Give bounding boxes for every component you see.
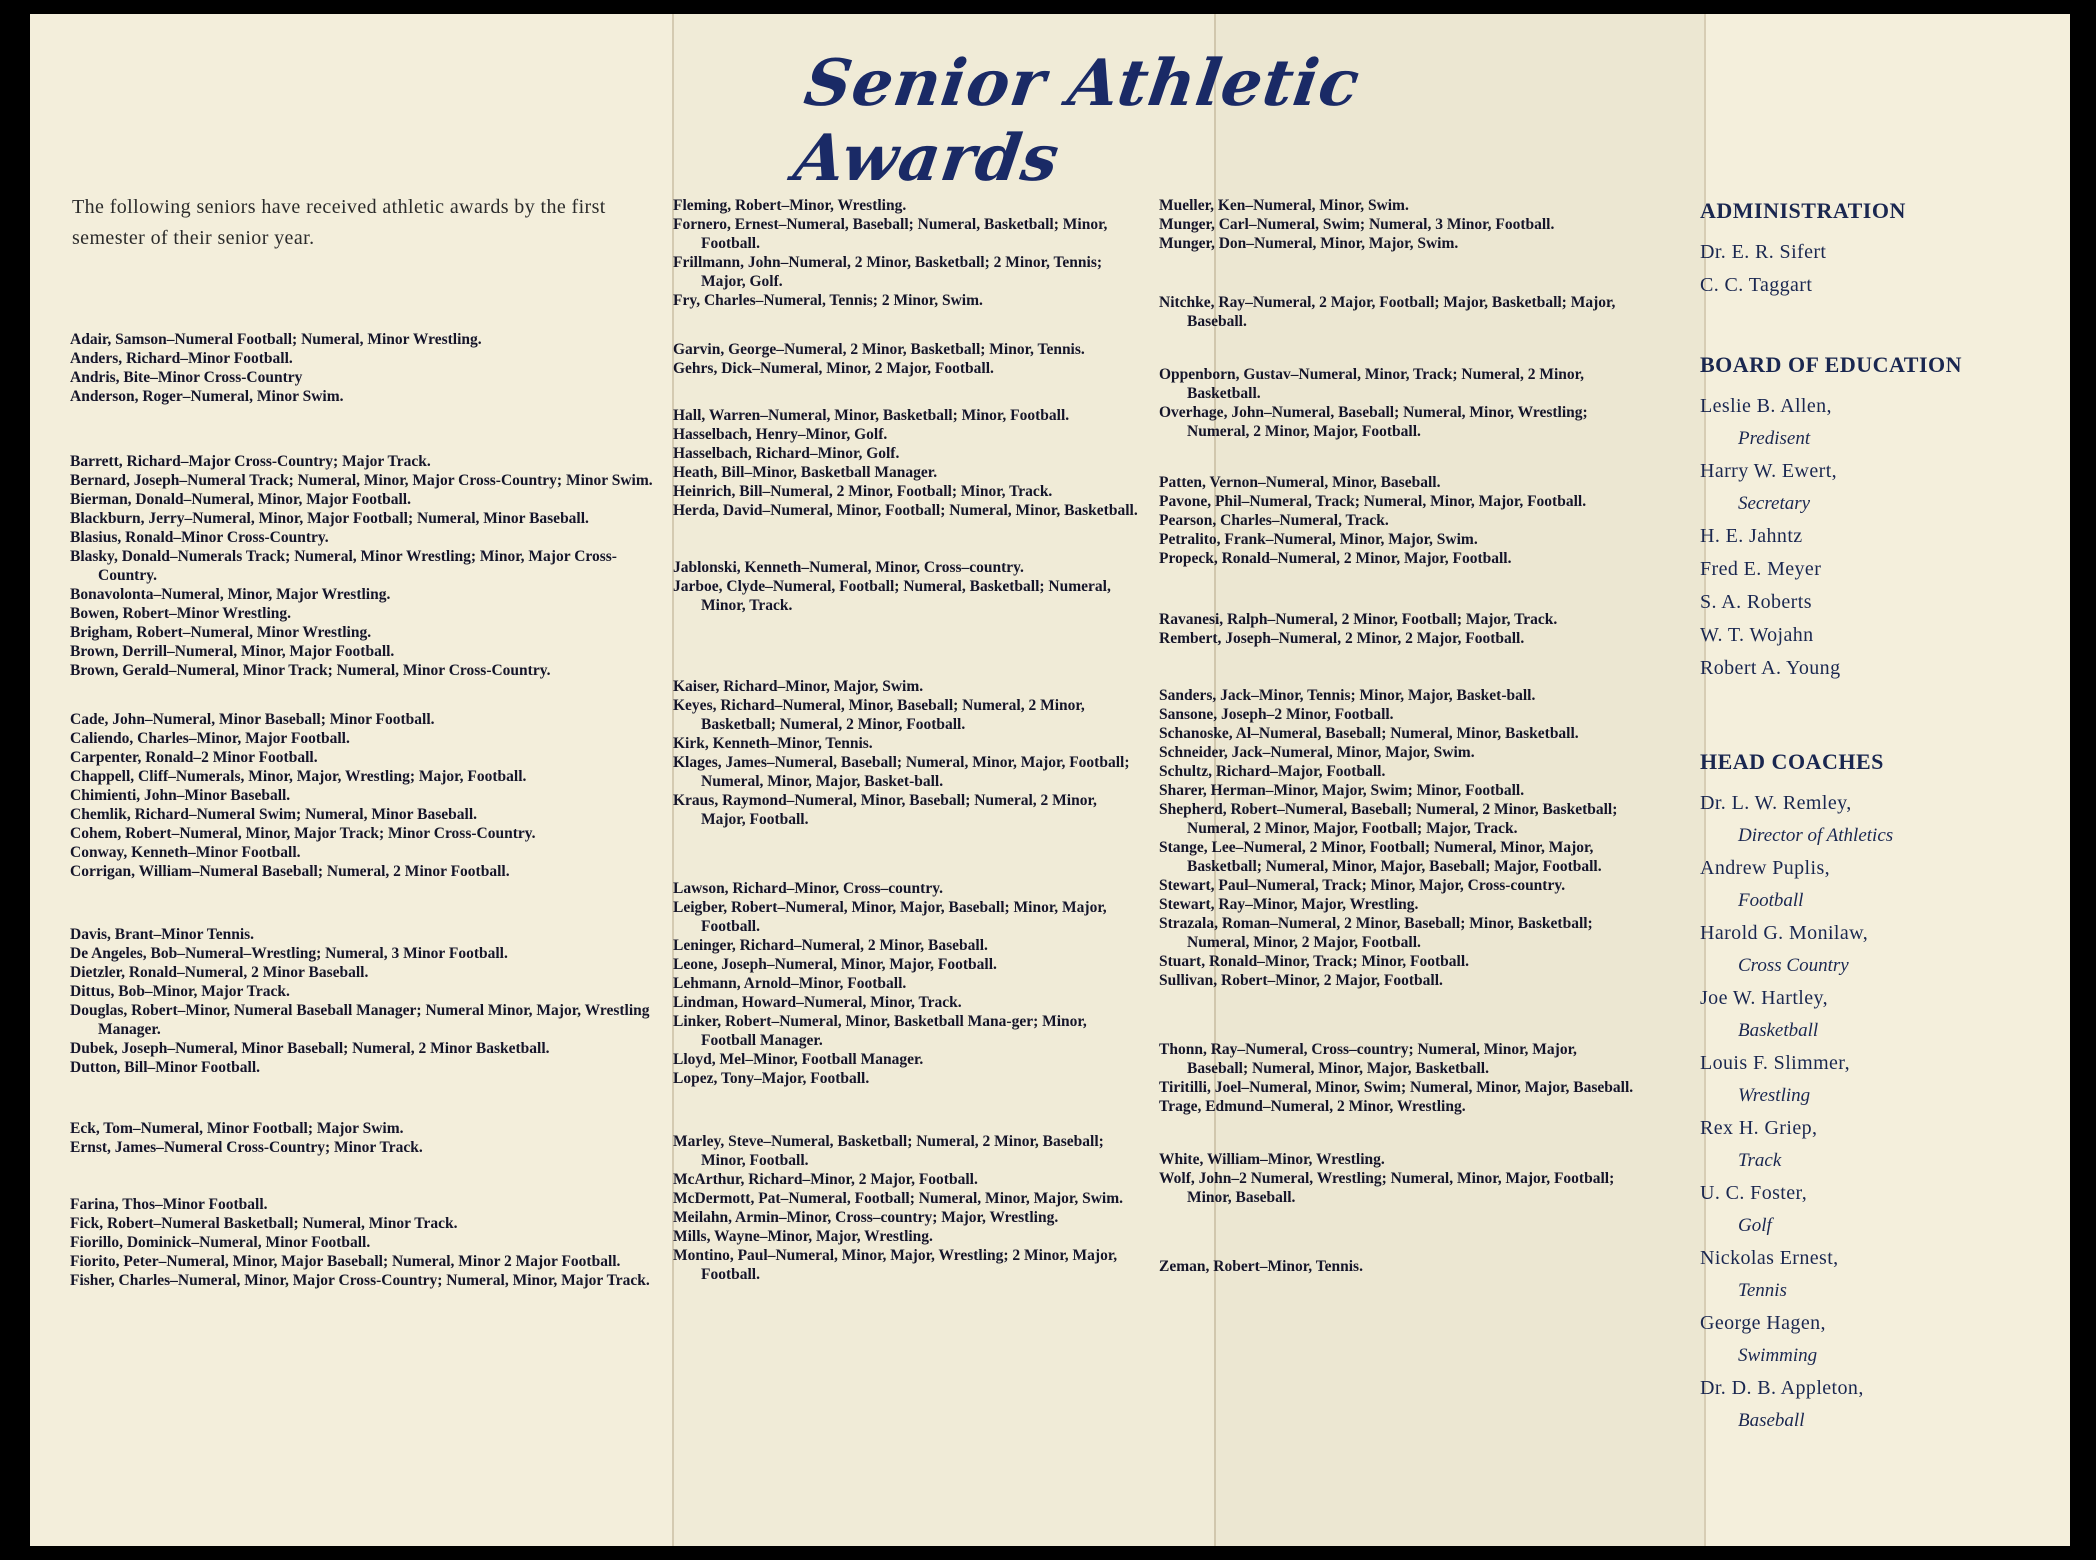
award-entry: Cade, John–Numeral, Minor Baseball; Minor Football. <box>70 711 435 728</box>
award-entry: Cohem, Robert–Numeral, Minor, Major Track; Minor Cross-Country. <box>70 825 536 842</box>
award-entry: Blasky, Donald–Numerals Track; Numeral, Minor Wrestling; Minor, Major Cross-Country. <box>70 548 617 584</box>
staff-name: Robert A. Young <box>1700 657 1841 679</box>
award-entry: Anders, Richard–Minor Football. <box>70 350 293 367</box>
award-entry: Chimienti, John–Minor Baseball. <box>70 787 291 804</box>
award-entry: Bierman, Donald–Numeral, Minor, Major Football. <box>70 491 411 508</box>
coaches-section <box>1700 749 2040 1437</box>
administration-section <box>1700 198 2040 302</box>
letter-group <box>70 1119 670 1157</box>
award-entry: Overhage, John–Numeral, Baseball; Numeral, Minor, Wrestling; Numeral, 2 Minor, Major, Football. <box>1159 404 1588 440</box>
award-entry: Chemlik, Richard–Numeral Swim; Numeral, Minor Baseball. <box>70 806 478 823</box>
award-entry: Pavone, Phil–Numeral, Track; Numeral, Minor, Major, Football. <box>1159 493 1587 510</box>
letter-group <box>1159 293 1639 331</box>
award-entry: Marley, Steve–Numeral, Basketball; Numeral, 2 Minor, Baseball; Minor, Football. <box>673 1133 1104 1169</box>
award-entry: Leninger, Richard–Numeral, 2 Minor, Baseball. <box>673 937 988 954</box>
award-entry: Douglas, Robert–Minor, Numeral Baseball Manager; Numeral Minor, Major, Wrestling Manager. <box>70 1002 650 1038</box>
award-entry: Montino, Paul–Numeral, Minor, Major, Wrestling; 2 Minor, Major, Football. <box>673 1247 1118 1283</box>
award-entry: Thonn, Ray–Numeral, Cross–country; Numeral, Minor, Major, Baseball; Numeral, Minor, Major, Basketball. <box>1159 1041 1577 1077</box>
award-entry: Strazala, Roman–Numeral, 2 Minor, Baseball; Minor, Basketball; Numeral, Minor, 2 Major, Football. <box>1159 915 1593 951</box>
award-entry: Frillmann, John–Numeral, 2 Minor, Basketball; 2 Minor, Tennis; Major, Golf. <box>673 254 1103 290</box>
letter-group <box>673 406 1143 520</box>
staff-role: Wrestling <box>1738 1085 1811 1106</box>
staff-role: Baseball <box>1738 1410 1805 1431</box>
award-entry: Schanoske, Al–Numeral, Baseball; Numeral, Minor, Basketball. <box>1159 725 1579 742</box>
staff-name: Andrew Puplis, <box>1700 857 1831 879</box>
award-entry: Herda, David–Numeral, Minor, Football; Numeral, Minor, Basketball. <box>673 502 1138 519</box>
letter-group <box>70 925 670 1077</box>
award-entry: Schneider, Jack–Numeral, Minor, Major, Swim. <box>1159 744 1475 761</box>
award-entry: Lawson, Richard–Minor, Cross–country. <box>673 880 943 897</box>
award-entry: Chappell, Cliff–Numerals, Minor, Major, Wrestling; Major, Football. <box>70 768 527 785</box>
award-entry: Tiritilli, Joel–Numeral, Minor, Swim; Numeral, Minor, Major, Baseball. <box>1159 1079 1634 1096</box>
staff-role: Track <box>1738 1150 1782 1171</box>
award-entry: Heath, Bill–Minor, Basketball Manager. <box>673 464 938 481</box>
staff-name: Nickolas Ernest, <box>1700 1247 1839 1269</box>
award-entry: Jarboe, Clyde–Numeral, Football; Numeral, Basketball; Numeral, Minor, Track. <box>673 578 1111 614</box>
letter-group <box>1159 196 1639 253</box>
award-entry: Lopez, Tony–Major, Football. <box>673 1070 870 1087</box>
award-entry: Leone, Joseph–Numeral, Minor, Major, Football. <box>673 956 997 973</box>
staff-role: Predisent <box>1738 428 1811 449</box>
award-entry: Brigham, Robert–Numeral, Minor Wrestling. <box>70 624 372 641</box>
award-entry: Oppenborn, Gustav–Numeral, Minor, Track; Numeral, 2 Minor, Basketball. <box>1159 366 1584 402</box>
staff-name: Rex H. Griep, <box>1700 1117 1818 1139</box>
section-heading: HEAD COACHES <box>1700 749 1884 774</box>
award-entry: Dubek, Joseph–Numeral, Minor Baseball; Numeral, 2 Minor Basketball. <box>70 1040 550 1057</box>
award-entry: Lloyd, Mel–Minor, Football Manager. <box>673 1051 924 1068</box>
staff-role: Swimming <box>1738 1345 1818 1366</box>
award-entry: Propeck, Ronald–Numeral, 2 Minor, Major, Football. <box>1159 550 1512 567</box>
award-entry: Linker, Robert–Numeral, Minor, Basketball Mana-ger; Minor, Football Manager. <box>673 1013 1087 1049</box>
award-entry: Barrett, Richard–Major Cross-Country; Major Track. <box>70 453 431 470</box>
award-entry: Blackburn, Jerry–Numeral, Minor, Major Football; Numeral, Minor Baseball. <box>70 510 589 527</box>
award-entry: Bernard, Joseph–Numeral Track; Numeral, Minor, Major Cross-Country; Minor Swim. <box>70 472 653 489</box>
staff-role: Cross Country <box>1738 955 1849 976</box>
award-entry: Munger, Don–Numeral, Minor, Major, Swim. <box>1159 235 1459 252</box>
letter-group <box>673 558 1143 615</box>
award-entry: White, William–Minor, Wrestling. <box>1159 1151 1385 1168</box>
award-entry: Nitchke, Ray–Numeral, 2 Major, Football; Major, Basketball; Major, Baseball. <box>1159 294 1616 330</box>
award-entry: Adair, Samson–Numeral Football; Numeral, Minor Wrestling. <box>70 331 482 348</box>
board-list <box>1700 390 2040 685</box>
page-title: Senior Athletic Awards <box>789 46 1365 196</box>
award-entry: Fisher, Charles–Numeral, Minor, Major Cross-Country; Numeral, Minor, Major Track. <box>70 1272 650 1289</box>
coach-list <box>1700 787 2040 1437</box>
staff-name: Harry W. Ewert, <box>1700 460 1838 482</box>
staff-name: Dr. L. W. Remley, <box>1700 792 1852 814</box>
letter-group <box>1159 610 1639 648</box>
letter-group <box>1159 473 1639 568</box>
award-entry: Corrigan, William–Numeral Baseball; Numeral, 2 Minor Football. <box>70 863 510 880</box>
letter-group <box>673 677 1143 829</box>
staff-name: Louis F. Slimmer, <box>1700 1052 1850 1074</box>
award-entry: Shepherd, Robert–Numeral, Baseball; Numeral, 2 Minor, Basketball; Numeral, 2 Minor, Major, Football; Major, Track. <box>1159 801 1618 837</box>
award-entry: Munger, Carl–Numeral, Swim; Numeral, 3 Minor, Football. <box>1159 216 1555 233</box>
awards-column-1 <box>70 330 670 1290</box>
award-entry: Fry, Charles–Numeral, Tennis; 2 Minor, Swim. <box>673 292 983 309</box>
award-entry: Kirk, Kenneth–Minor, Tennis. <box>673 735 873 752</box>
staff-name: Harold G. Monilaw, <box>1700 922 1869 944</box>
award-entry: Eck, Tom–Numeral, Minor Football; Major Swim. <box>70 1120 404 1137</box>
letter-group <box>70 452 670 680</box>
award-entry: Mills, Wayne–Minor, Major, Wrestling. <box>673 1228 933 1245</box>
award-entry: Dutton, Bill–Minor Football. <box>70 1059 261 1076</box>
award-entry: Blasius, Ronald–Minor Cross-Country. <box>70 529 329 546</box>
section-heading: BOARD OF EDUCATION <box>1700 352 1963 377</box>
letter-group <box>673 879 1143 1088</box>
award-entry: Brown, Gerald–Numeral, Minor Track; Numeral, Minor Cross-Country. <box>70 662 551 679</box>
award-entry: Wolf, John–2 Numeral, Wrestling; Numeral, Minor, Major, Football; Minor, Baseball. <box>1159 1170 1615 1206</box>
award-entry: Hall, Warren–Numeral, Minor, Basketball; Minor, Football. <box>673 407 1070 424</box>
award-entry: Kaiser, Richard–Minor, Major, Swim. <box>673 678 924 695</box>
award-entry: Jablonski, Kenneth–Numeral, Minor, Cross–country. <box>673 559 1024 576</box>
award-entry: Andris, Bite–Minor Cross-Country <box>70 369 303 386</box>
award-entry: Heinrich, Bill–Numeral, 2 Minor, Football; Minor, Track. <box>673 483 1053 500</box>
awards-column-2 <box>673 196 1143 1284</box>
award-entry: Fleming, Robert–Minor, Wrestling. <box>673 197 907 214</box>
staff-name: S. A. Roberts <box>1700 591 1812 613</box>
staff-role: Golf <box>1738 1215 1772 1236</box>
staff-name: Dr. E. R. Sifert <box>1700 241 1827 263</box>
award-entry: Mueller, Ken–Numeral, Minor, Swim. <box>1159 197 1409 214</box>
award-entry: Bonavolonta–Numeral, Minor, Major Wrestling. <box>70 586 391 603</box>
letter-group <box>673 1132 1143 1284</box>
award-entry: Davis, Brant–Minor Tennis. <box>70 926 255 943</box>
award-entry: Kraus, Raymond–Numeral, Minor, Baseball; Numeral, 2 Minor, Major, Football. <box>673 792 1097 828</box>
award-entry: Fick, Robert–Numeral Basketball; Numeral, Minor Track. <box>70 1215 458 1232</box>
award-entry: Stuart, Ronald–Minor, Track; Minor, Football. <box>1159 953 1470 970</box>
section-heading: ADMINISTRATION <box>1700 198 1906 223</box>
award-entry: Conway, Kenneth–Minor Football. <box>70 844 301 861</box>
awards-column-3 <box>1159 196 1639 1276</box>
award-entry: Zeman, Robert–Minor, Tennis. <box>1159 1258 1363 1275</box>
award-entry: Dietzler, Ronald–Numeral, 2 Minor Baseball. <box>70 964 369 981</box>
award-entry: Pearson, Charles–Numeral, Track. <box>1159 512 1389 529</box>
staff-name: W. T. Wojahn <box>1700 624 1814 646</box>
staff-name: U. C. Foster, <box>1700 1182 1808 1204</box>
award-entry: Bowen, Robert–Minor Wrestling. <box>70 605 292 622</box>
award-entry: Ravanesi, Ralph–Numeral, 2 Minor, Football; Major, Track. <box>1159 611 1558 628</box>
award-entry: Stewart, Paul–Numeral, Track; Minor, Major, Cross-country. <box>1159 877 1566 894</box>
letter-group <box>1159 365 1639 441</box>
award-entry: Lindman, Howard–Numeral, Minor, Track. <box>673 994 962 1011</box>
letter-group <box>1159 1150 1639 1207</box>
award-entry: Ernst, James–Numeral Cross-Country; Minor Track. <box>70 1139 423 1156</box>
staff-role: Football <box>1738 890 1804 911</box>
award-entry: Farina, Thos–Minor Football. <box>70 1196 268 1213</box>
award-entry: Caliendo, Charles–Minor, Major Football. <box>70 730 350 747</box>
letter-group <box>673 340 1143 378</box>
award-entry: Stange, Lee–Numeral, 2 Minor, Football; Numeral, Minor, Major, Basketball; Numeral, Minor, Major, Baseball; Major, Football. <box>1159 839 1602 875</box>
staff-name: Fred E. Meyer <box>1700 558 1822 580</box>
award-entry: Sansone, Joseph–2 Minor, Football. <box>1159 706 1394 723</box>
letter-group <box>1159 1040 1639 1116</box>
letter-group <box>1159 686 1639 990</box>
award-entry: Meilahn, Armin–Minor, Cross–country; Major, Wrestling. <box>673 1209 1059 1226</box>
staff-role: Director of Athletics <box>1738 825 1894 846</box>
staff-role: Basketball <box>1738 1020 1819 1041</box>
award-entry: Anderson, Roger–Numeral, Minor Swim. <box>70 388 344 405</box>
board-section <box>1700 352 2040 685</box>
award-entry: Hasselbach, Henry–Minor, Golf. <box>673 426 888 443</box>
intro-text: The following seniors have received athletic awards by the first semester of their senior year. <box>72 196 606 249</box>
award-entry: Carpenter, Ronald–2 Minor Football. <box>70 749 318 766</box>
award-entry: Petralito, Frank–Numeral, Minor, Major, Swim. <box>1159 531 1478 548</box>
staff-listing <box>1700 198 2040 1437</box>
staff-name: Joe W. Hartley, <box>1700 987 1829 1009</box>
award-entry: Hasselbach, Richard–Minor, Golf. <box>673 445 900 462</box>
award-entry: De Angeles, Bob–Numeral–Wrestling; Numeral, 3 Minor Football. <box>70 945 508 962</box>
award-entry: Keyes, Richard–Numeral, Minor, Baseball; Numeral, 2 Minor, Basketball; Numeral, 2 Minor, Football. <box>673 697 1085 733</box>
letter-group <box>70 1195 670 1290</box>
award-entry: Stewart, Ray–Minor, Major, Wrestling. <box>1159 896 1419 913</box>
award-entry: Brown, Derrill–Numeral, Minor, Major Football. <box>70 643 395 660</box>
award-entry: Garvin, George–Numeral, 2 Minor, Basketball; Minor, Tennis. <box>673 341 1085 358</box>
award-entry: McDermott, Pat–Numeral, Football; Numeral, Minor, Major, Swim. <box>673 1190 1123 1207</box>
staff-name: C. C. Taggart <box>1700 274 1813 296</box>
staff-name: H. E. Jahntz <box>1700 525 1803 547</box>
letter-group <box>673 196 1143 310</box>
award-entry: Fiorillo, Dominick–Numeral, Minor Football. <box>70 1234 371 1251</box>
staff-name: Dr. D. B. Appleton, <box>1700 1377 1864 1399</box>
award-entry: Lehmann, Arnold–Minor, Football. <box>673 975 907 992</box>
letter-group <box>1159 1257 1639 1276</box>
award-entry: Leigber, Robert–Numeral, Minor, Major, Baseball; Minor, Major, Football. <box>673 899 1107 935</box>
award-entry: Fiorito, Peter–Numeral, Minor, Major Baseball; Numeral, Minor 2 Major Football. <box>70 1253 621 1270</box>
award-entry: McArthur, Richard–Minor, 2 Major, Football. <box>673 1171 978 1188</box>
staff-role: Secretary <box>1738 493 1811 514</box>
letter-group <box>70 330 670 406</box>
award-entry: Fornero, Ernest–Numeral, Baseball; Numeral, Basketball; Minor, Football. <box>673 216 1108 252</box>
award-entry: Sullivan, Robert–Minor, 2 Major, Football. <box>1159 972 1443 989</box>
award-entry: Trage, Edmund–Numeral, 2 Minor, Wrestling. <box>1159 1098 1466 1115</box>
staff-role: Tennis <box>1738 1280 1787 1301</box>
award-entry: Sharer, Herman–Minor, Major, Swim; Minor, Football. <box>1159 782 1525 799</box>
award-entry: Gehrs, Dick–Numeral, Minor, 2 Major, Football. <box>673 360 994 377</box>
award-entry: Rembert, Joseph–Numeral, 2 Minor, 2 Major, Football. <box>1159 630 1525 647</box>
award-entry: Patten, Vernon–Numeral, Minor, Baseball. <box>1159 474 1441 491</box>
award-entry: Klages, James–Numeral, Baseball; Numeral, Minor, Major, Football; Numeral, Minor, Major, Basket-ball. <box>673 754 1130 790</box>
letter-group <box>70 710 670 881</box>
award-entry: Dittus, Bob–Minor, Major Track. <box>70 983 290 1000</box>
staff-name: Leslie B. Allen, <box>1700 395 1832 417</box>
staff-name: George Hagen, <box>1700 1312 1826 1334</box>
award-entry: Sanders, Jack–Minor, Tennis; Minor, Major, Basket-ball. <box>1159 687 1536 704</box>
award-entry: Schultz, Richard–Major, Football. <box>1159 763 1386 780</box>
